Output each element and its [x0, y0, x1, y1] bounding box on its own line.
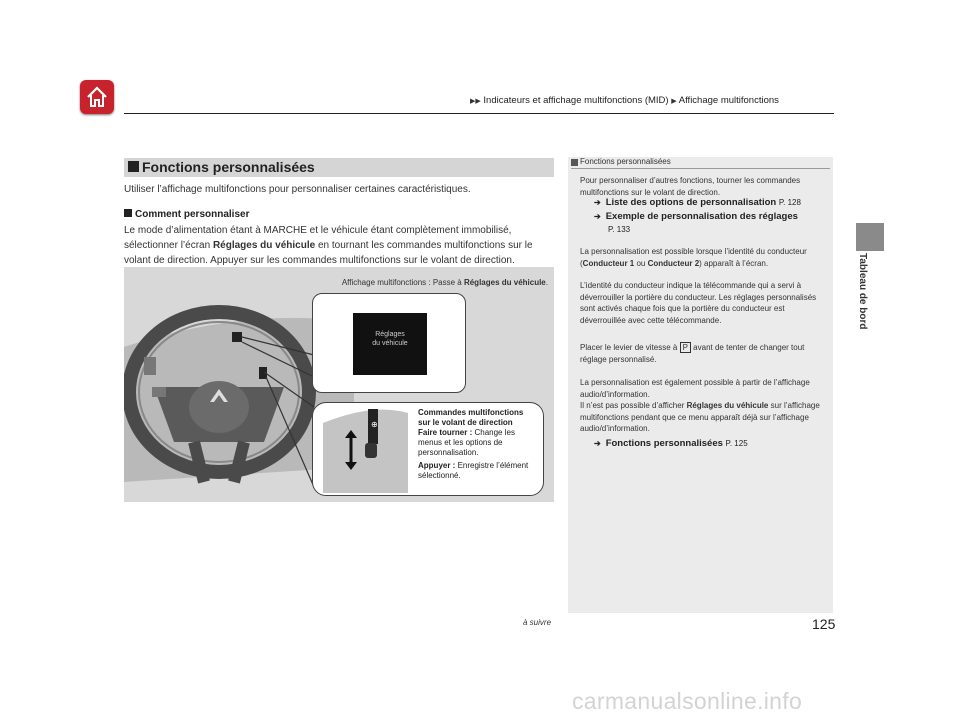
- note-sidebar: [568, 157, 833, 613]
- link-page: P. 128: [778, 198, 801, 207]
- breadcrumb-item[interactable]: Affichage multifonctions: [678, 95, 779, 106]
- link-customize-example[interactable]: [594, 211, 798, 222]
- switch-title: [418, 408, 523, 428]
- square-bullet-icon: [124, 209, 132, 217]
- body-text-part: en tournant les commandes multifonctions sur le volant de direction. Appuyer sur les commandes multifonctions sur le volant de direction.: [124, 240, 533, 266]
- section-heading: [124, 158, 554, 177]
- chapter-label: Tableau de bord: [857, 253, 868, 330]
- square-bullet-icon: [128, 161, 139, 172]
- link-text: Liste des options de personnalisation: [605, 197, 777, 208]
- multi-info-display: [353, 313, 427, 375]
- subheading-text: Comment personnaliser: [135, 209, 250, 220]
- press-desc: [418, 461, 538, 481]
- thumbwheel-drawing: [313, 403, 413, 493]
- link-page: P. 125: [725, 439, 748, 448]
- home-icon: [85, 85, 109, 109]
- rotate-label: Faire tourner :: [418, 428, 473, 437]
- caption-bold: Réglages du véhicule: [463, 278, 546, 287]
- home-button[interactable]: [80, 80, 114, 114]
- note-heading-text: Fonctions personnalisées: [580, 157, 671, 166]
- gear-p-key: P: [680, 342, 691, 353]
- link-text: Fonctions personnalisées: [605, 438, 723, 449]
- link-arrow-icon: ➔: [594, 198, 601, 207]
- screen-line: du véhicule: [372, 340, 408, 347]
- link-arrow-icon: ➔: [594, 212, 601, 221]
- chevron-right-icon: ▶▶: [470, 98, 481, 105]
- rotate-desc: [418, 428, 538, 458]
- link-arrow-icon: ➔: [594, 439, 601, 448]
- switch-title-line: sur le volant de direction: [418, 418, 513, 427]
- chevron-right-icon: ▶: [671, 98, 677, 105]
- display-callout: [312, 293, 466, 393]
- header-divider: [124, 113, 834, 114]
- text-part: Placer le levier de vitesse à: [580, 343, 680, 352]
- text-bold: Conducteur 1: [582, 258, 635, 268]
- text-part: La personnalisation est possible lorsque l’identité du conducteur (: [580, 247, 807, 268]
- note-paragraph: La personnalisation est également possible à partir de l’affichage audio/d’information.: [580, 378, 810, 399]
- press-label: Appuyer :: [418, 461, 456, 470]
- link-page-text: P. 133: [608, 225, 631, 234]
- text-bold: Réglages du véhicule: [686, 401, 769, 410]
- illustration-caption: [342, 278, 548, 287]
- screen-line: Réglages: [375, 331, 405, 338]
- watermark: carmanualsonline.info: [572, 688, 803, 714]
- body-paragraph: [124, 223, 556, 268]
- rotate-text: Change les menus et les options de personnalisation.: [418, 428, 515, 457]
- section-title: Fonctions personnalisées: [142, 159, 315, 175]
- text-part: Il n’est pas possible d’afficher: [580, 401, 687, 410]
- chapter-tab[interactable]: [856, 223, 884, 251]
- intro-text: Utiliser l’affichage multifonctions pour personnaliser certaines caractéristiques.: [124, 184, 471, 195]
- text-part: avant de tenter de changer tout réglage personnalisé.: [580, 343, 805, 364]
- breadcrumb: [470, 95, 779, 106]
- text-part: ou: [634, 258, 648, 268]
- breadcrumb-item[interactable]: Indicateurs et affichage multifonctions (MID): [483, 95, 669, 106]
- subheading: [124, 209, 249, 220]
- continued-label: à suivre: [523, 618, 552, 627]
- note-paragraph: [580, 246, 825, 269]
- note-heading: [568, 157, 833, 169]
- note-paragraph: [580, 400, 825, 435]
- svg-text:⊕: ⊕: [371, 420, 378, 429]
- body-text-part: Le mode d’alimentation étant à MARCHE et le véhicule étant complètement immobilisé, sélectionner l’écran: [124, 225, 512, 251]
- body-text-bold: Réglages du véhicule: [212, 240, 316, 251]
- note-icon: [571, 159, 578, 166]
- switch-callout: [312, 402, 544, 496]
- link-page[interactable]: [608, 224, 630, 235]
- press-text: Enregistre l’élément sélectionné.: [418, 461, 529, 480]
- note-paragraph: [580, 342, 825, 365]
- steering-wheel-illustration: [124, 267, 554, 502]
- text-part: sur l’affichage multifonctions pendant que ce menu apparaît déjà sur l’affichage audio/d’information.: [580, 401, 820, 433]
- link-custom-features[interactable]: [594, 438, 748, 449]
- page-number: 125: [812, 616, 836, 632]
- note-paragraph: Pour personnaliser d’autres fonctions, tourner les commandes multifonctions sur le volant de direction.: [580, 176, 801, 197]
- text-part: ) apparaît à l’écran.: [699, 258, 769, 268]
- caption-end: .: [545, 278, 548, 287]
- note-divider: [571, 168, 830, 169]
- switch-title-line: Commandes multifonctions: [418, 408, 524, 417]
- link-customize-list[interactable]: [594, 197, 801, 208]
- caption-text: Affichage multifonctions : Passe à: [341, 278, 464, 287]
- text-bold: Conducteur 2: [647, 258, 700, 268]
- note-paragraph: L’identité du conducteur indique la télécommande qui a servi à déverrouiller la portière du conducteur. Les réglages personnalisés sont activés chaque fois que la portière du conducteur est déverrouillée avec cette télécommande.: [580, 281, 817, 325]
- switch-description: [418, 428, 538, 481]
- link-text: Exemple de personnalisation des réglages: [605, 211, 798, 222]
